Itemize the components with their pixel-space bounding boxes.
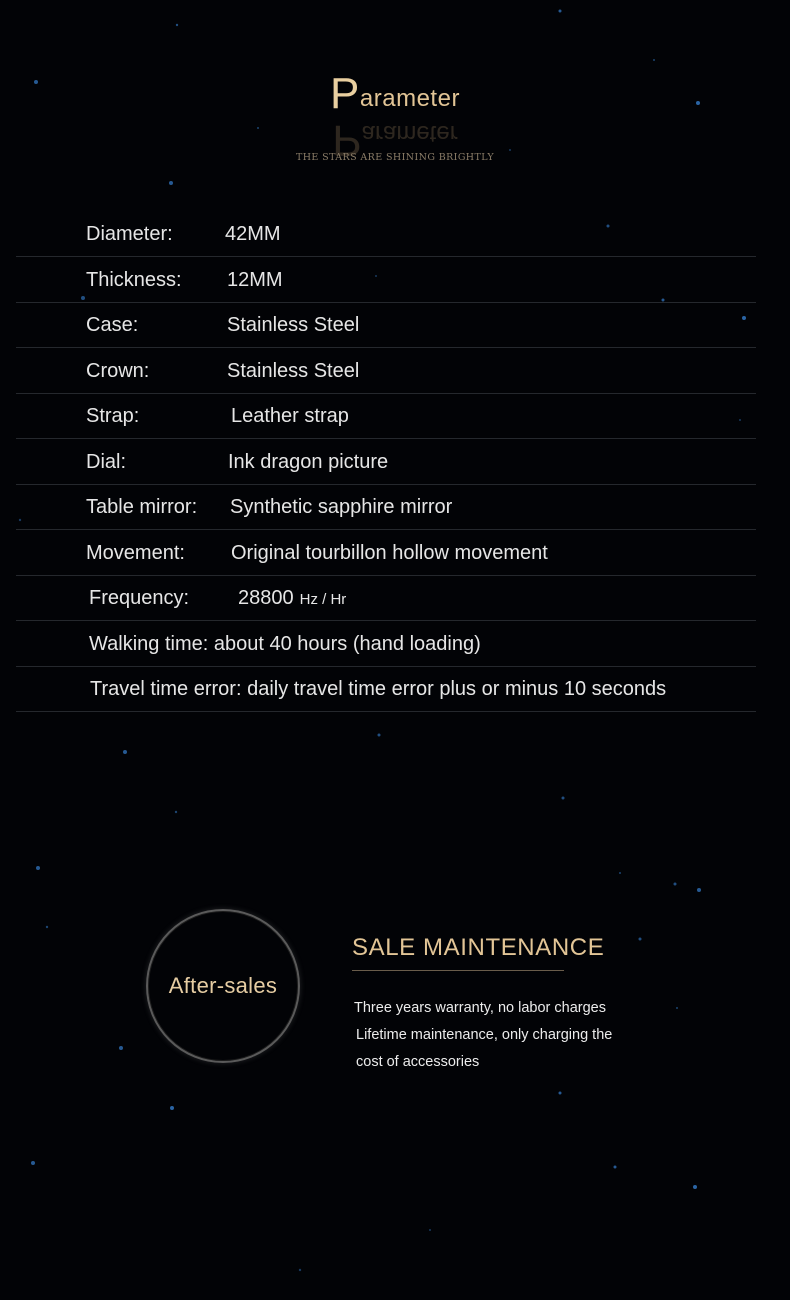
param-value: Leather strap	[231, 405, 349, 427]
param-row-thickness	[16, 257, 756, 303]
sale-maintenance-title: SALE MAINTENANCE	[352, 934, 605, 961]
param-label: Case:	[86, 314, 139, 336]
param-row-strap	[16, 394, 756, 439]
param-label: Table mirror:	[86, 496, 198, 518]
param-value: 12MM	[227, 269, 283, 291]
param-value: Stainless Steel	[227, 314, 360, 336]
param-value: Stainless Steel	[227, 360, 360, 382]
param-value: 42MM	[225, 223, 281, 245]
param-row-diameter	[16, 212, 756, 257]
param-unit: Hz / Hr	[299, 591, 347, 608]
param-value: about 40 hours (hand loading)	[213, 633, 481, 655]
sale-line-warranty: Three years warranty, no labor charges	[354, 1000, 606, 1016]
title-rest: arameter	[359, 85, 460, 112]
param-row-movement	[16, 530, 756, 576]
param-row-frequency	[16, 576, 756, 621]
sale-title-divider	[352, 970, 564, 971]
page-title	[330, 69, 460, 118]
section-heading	[0, 69, 790, 165]
param-label: Dial:	[86, 451, 127, 473]
param-value: Synthetic sapphire mirror	[230, 496, 453, 518]
param-label-value	[90, 678, 666, 701]
param-value-group	[238, 587, 346, 610]
param-value: Ink dragon picture	[228, 451, 389, 473]
after-sales-badge	[146, 909, 300, 1063]
param-label: Movement:	[86, 542, 185, 564]
param-value: 28800	[238, 587, 294, 609]
param-value: Original tourbillon hollow movement	[231, 542, 548, 564]
sale-line-accessories: cost of accessories	[356, 1054, 480, 1070]
title-reflection-initial: P	[332, 116, 362, 165]
param-label: Crown:	[86, 360, 150, 382]
param-value: daily travel time error plus or minus 10 seconds	[247, 678, 667, 700]
param-label: Frequency:	[89, 587, 190, 609]
title-initial: P	[330, 69, 360, 118]
sale-line-maintenance: Lifetime maintenance, only charging the	[356, 1027, 613, 1043]
title-reflection-rest: arameter	[361, 120, 458, 147]
subtitle: THE STARS ARE SHINING BRIGHTLY	[295, 152, 494, 163]
param-row-travel-time-error	[16, 667, 756, 712]
param-label: Diameter:	[86, 223, 173, 245]
param-row-case	[16, 303, 756, 348]
param-label: Travel time error:	[90, 678, 242, 700]
param-label: Walking time:	[89, 633, 209, 655]
param-row-dial	[16, 439, 756, 485]
param-label: Thickness:	[86, 269, 182, 291]
param-row-crown	[16, 348, 756, 394]
param-row-table-mirror	[16, 485, 756, 530]
sale-maintenance-text	[354, 995, 674, 1076]
param-row-walking-time	[16, 621, 756, 667]
param-label-value	[89, 633, 481, 656]
param-label: Strap:	[86, 405, 140, 427]
after-sales-badge-label: After-sales	[168, 973, 278, 998]
parameter-table	[16, 212, 756, 712]
